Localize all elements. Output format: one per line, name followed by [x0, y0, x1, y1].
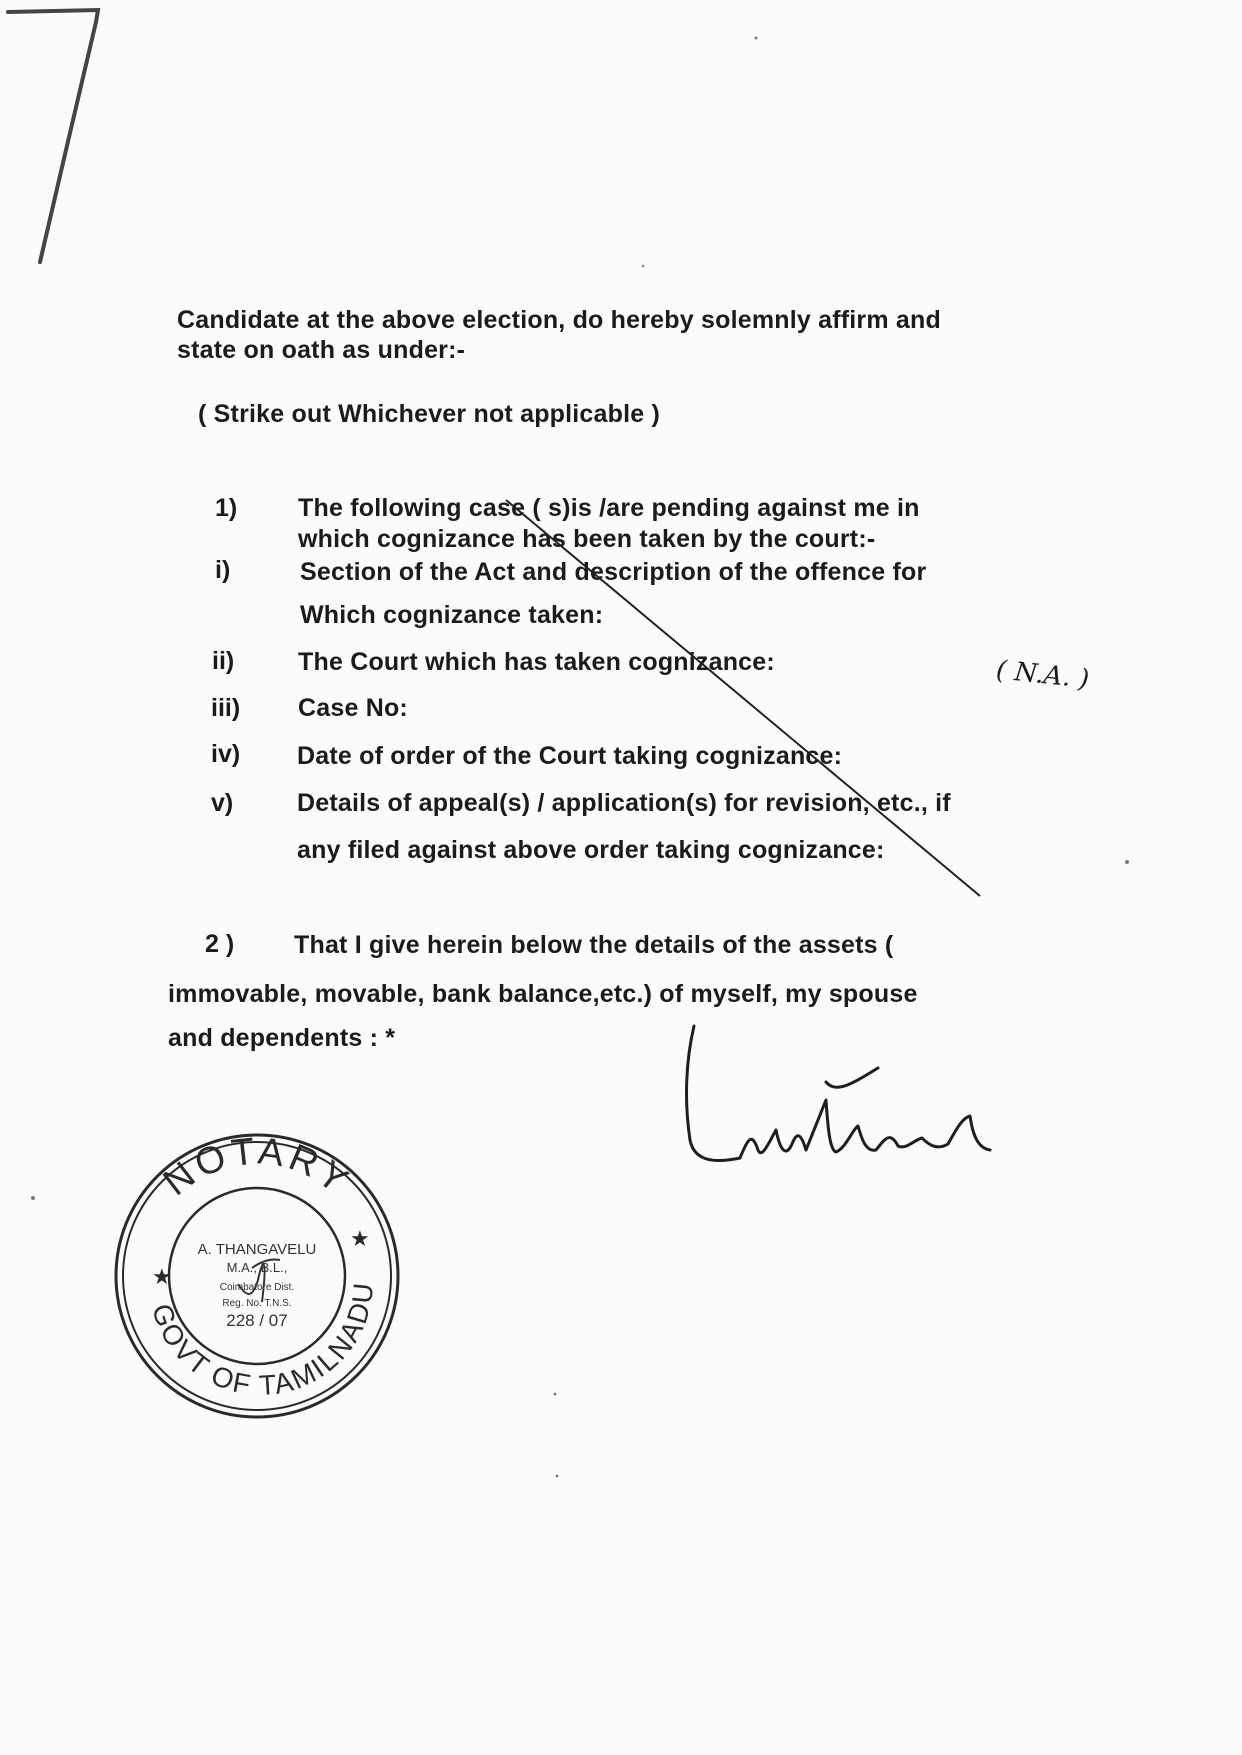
intro-line-1: Candidate at the above election, do hereby solemnly affirm and	[177, 306, 941, 334]
subitem-iv-line-1: Date of order of the Court taking cognizance:	[297, 742, 843, 770]
signature	[687, 1026, 990, 1161]
subitem-iii-number: iii)	[211, 694, 241, 722]
subitem-v-line-2: any filed against above order taking cognizance:	[297, 836, 885, 864]
margin-mark-seven	[8, 10, 98, 262]
subitem-ii-line-1: The Court which has taken cognizance:	[298, 648, 775, 676]
intro-line-2: state on oath as under:-	[177, 336, 466, 364]
notary-seal	[116, 1130, 398, 1417]
seal-reg: Reg. No. T.N.S.	[222, 1298, 292, 1309]
subitem-iv-number: iv)	[211, 740, 241, 768]
item-1-line-2: which cognizance has been taken by the court:-	[298, 525, 876, 553]
subitem-i-line-2: Which cognizance taken:	[300, 601, 604, 629]
seal-name: A. THANGAVELU	[197, 1241, 317, 1258]
na-handwritten-note: ( N.A. )	[994, 655, 1091, 695]
seal-star-right-icon: ★	[350, 1227, 370, 1252]
item-2-line-3: and dependents : *	[168, 1024, 396, 1052]
seal-top-text: NOTARY	[155, 1130, 359, 1205]
scan-specks	[31, 37, 1129, 1478]
subitem-iii-line-1: Case No:	[298, 694, 408, 722]
seal-district: Coimbatore Dist.	[219, 1282, 295, 1293]
seal-bottom-text: GOVT OF TAMILNADU	[145, 1279, 380, 1402]
subitem-i-number: i)	[215, 556, 231, 584]
item-1-number: 1)	[215, 494, 238, 522]
subitem-v-line-1: Details of appeal(s) / application(s) for revision, etc., if	[297, 789, 951, 817]
subitem-ii-number: ii)	[212, 647, 235, 675]
item-2-line-2: immovable, movable, bank balance,etc.) of myself, my spouse	[168, 980, 918, 1008]
item-1-line-1: The following case ( s)is /are pending against me in	[298, 494, 920, 522]
seal-number: 228 / 07	[226, 1311, 288, 1330]
seal-star-left-icon: ★	[152, 1265, 172, 1290]
subitem-i-line-1: Section of the Act and description of the offence for	[300, 558, 927, 586]
item-2-number: 2 )	[205, 930, 235, 958]
subitem-v-number: v)	[211, 789, 234, 817]
item-2-line-1: That I give herein below the details of the assets (	[294, 931, 894, 959]
strike-out-instruction: ( Strike out Whichever not applicable )	[198, 400, 661, 428]
strike-out-line	[506, 500, 980, 896]
seal-degree: M.A., B.L.,	[226, 1260, 288, 1275]
